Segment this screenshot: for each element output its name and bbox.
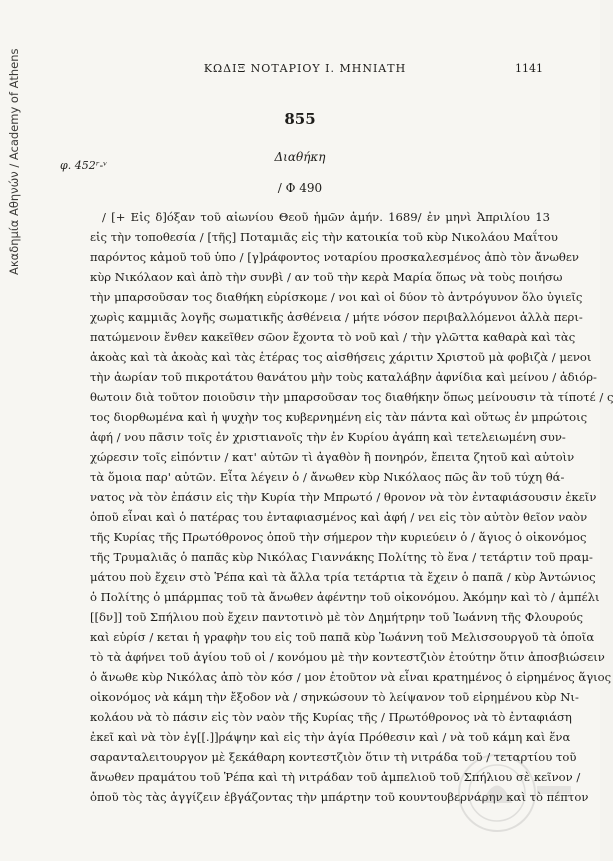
text-line: ἀκοὰς καὶ τὰ ἀκοὰς καὶ τὰς ἑτέρας τος αἰσθήσεις χάριτιν Χριστοῦ μὰ φοβιζὰ / μενοι xyxy=(90,350,592,364)
text-line: τὸ τὰ ἀφήνει τοῦ ἁγίου τοῦ οἰ / κονόμου μὲ τὴν κοντεστζιὸν ἐτούτην ὅτιν ἀποσβιώσειν xyxy=(90,650,605,664)
document-type: Διαθήκη xyxy=(274,150,326,164)
text-line: τὴν ἀωρίαν τοῦ πικροτάτου θανάτου μὴν τοὺς καταλάβην ἀφνίδια καὶ μείνου / ἀδιόρ- xyxy=(90,370,597,384)
folio-reference: φ. 452ʳ-ᵛ xyxy=(60,159,108,172)
text-line: ὁποῦ τὸς τὰς ἀγγίζειν ἐβγάζοντας τὴν μπάρτην τοῦ κουντουβερνάρην καὶ τὸ πέπτον xyxy=(90,790,589,804)
text-line: τὰ ὅμοια παρ' αὐτῶν. Εἶτα λέγειν ὁ / ἄνωθεν κὺρ Νικόλαος πῶς ἂν τοῦ τύχη θά- xyxy=(90,470,565,484)
text-line: μάτου ποὺ ἔχειν στὸ Ῥέπα καὶ τὰ ἄλλα τρία τετάρτια τὰ ἔχειν ὁ παπᾶ / κὺρ Ἀντώνιος xyxy=(90,570,596,584)
text-line: χώρεσιν τοῖς εἰπόντιν / κατ' αὐτῶν τὶ ἀγαθὸν ἢ πονηρόν, ἔπειτα ζητοῦ καὶ αὐτοὶν xyxy=(90,450,575,464)
text-line: χωρὶς καμμιᾶς λογῆς σωματικῆς ἀσθένεια / μήτε νόσον περιβαλλόμενοι ἀλλὰ περι- xyxy=(90,310,583,324)
text-line: [[δν]] τοῦ Σπήλιου ποὺ ἔχειν παντοτινὸ μὲ τὸν Δημήτρην τοῦ Ἰωάννη τῆς Φλουρούς xyxy=(90,610,583,624)
academy-seal-icon xyxy=(452,748,572,838)
text-line: τος διορθωμένα καὶ ἡ ψυχὴν τος κυβερνημένη εἰς τὰν πάντα καὶ οὕτως ἐν μπρώτοις xyxy=(90,410,588,424)
text-line: κολάου νὰ τὸ πάσιν εἰς τὸν ναὸν τῆς Κυρίας τῆς / Πρωτόθρονος νὰ τὸ ἐνταφιάση xyxy=(90,710,572,724)
text-line: οἰκονόμος νὰ κάμη τὴν ἔξοδον νὰ / σηνκώσουν τὸ λείψανον τοῦ εἰρημένου κὺρ Νι- xyxy=(90,690,579,704)
text-line: παρόντος κἀμοῦ τοῦ ὑπο / [γ]ράφοντος νοταρίου προσκαλεσμένος ἀπὸ τὸν ἄνωθεν xyxy=(90,250,579,264)
text-line: ἐκεῖ καὶ νὰ τὸν ἐγ[[.]]ράψην καὶ εἰς τὴν ἁγία Πρόθεσιν καὶ / νὰ τοῦ κάμη καὶ ἕνα xyxy=(90,730,571,744)
document-number: 855 xyxy=(284,110,316,128)
text-line: ὁ ἄνωθε κὺρ Νικόλας ἀπὸ τὸν κόσ / μον ἐτοῦτον νὰ εἶναι κρατημένος ὁ εἰρημένος ἅγιος xyxy=(90,670,612,684)
page-number: 1141 xyxy=(515,62,543,75)
text-line: εἰς τὴν τοποθεσία / [τῆς] Ποταμιᾶς εἰς τὴν κατοικία τοῦ κὺρ Νικολάου Μαΐτου xyxy=(90,230,558,244)
text-line: ὁ Πολίτης ὁ μπάρμπας τοῦ τὰ ἄνωθεν ἀφέντην τοῦ οἰκονόμου. Ἀκόμην καὶ τὸ / ἀμπέλι xyxy=(90,590,600,604)
side-watermark-text: Ακαδημία Αθηνών / Academy of Athens xyxy=(7,48,21,275)
text-line: τὴν μπαρσοῦσαν τος διαθήκη εὑρίσκομε / νοι καὶ οἱ δύον τὸ ἀντρόγυνον ὅλο ὑγιεῖς xyxy=(90,290,583,304)
text-line: σαρανταλειτουργον μὲ ξεκάθαρη κοντεστζιὸν ὅτιν τὴ νιτράδα τοῦ / τεταρτίου τοῦ xyxy=(90,750,577,764)
text-line: πατώμενοιν ἔνθεν κακεῖθεν σῶον ἔχοντα τὸ νοῦ καὶ / τὴν γλῶττα καθαρὰ καὶ τὰς xyxy=(90,330,576,344)
text-line: ἄνωθεν πραμάτου τοῦ Ῥέπα καὶ τὴ νιτράδαν τοῦ ἀμπελιοῦ τοῦ Σπήλιου σὲ κεῖνον / xyxy=(90,770,581,784)
text-line: τῆς Τρυμαλιᾶς ὁ παπᾶς κὺρ Νικόλας Γιαννάκης Πολίτης τὸ ἕνα / τετάρτιν τοῦ πραμ- xyxy=(90,550,593,564)
text-line: τῆς Κυρίας τῆς Πρωτόθρονος ὁποῦ τὴν σήμερον τὴν κυριεύειν ὁ / ἅγιος ὁ οἰκονόμος xyxy=(90,530,587,544)
text-line: ὁποῦ εἶναι καὶ ὁ πατέρας του ἐνταφιασμένος καὶ ἀφή / νει εἰς τὸν αὐτὸν θεῖον ναὸν xyxy=(90,510,588,524)
running-header-title: ΚΩΔΙΞ ΝΟΤΑΡΙΟΥ Ι. ΜΗΝΙΑΤΗ xyxy=(203,62,407,75)
text-line: / [+ Εἰς δ]όξαν τοῦ αἰωνίου Θεοῦ ἡμῶν ἀμήν. 1689/ ἐν μηνὶ Ἀπριλίου 13 xyxy=(102,210,550,224)
text-line: ἀφή / νου πᾶσιν τοῖς ἐν χριστιανοῖς τὴν ἐν Κυρίου ἀγάπη καὶ τετελειωμένη συν- xyxy=(90,430,566,444)
text-line: νατος νὰ τὸν ἐπάσιν εἰς τὴν Κυρία τὴν Μπρωτό / θρονον νὰ τὸν ἐνταφιάσουσιν ἐκεῖν xyxy=(90,490,597,504)
document-body xyxy=(90,207,613,807)
shelfmark: / Φ 490 xyxy=(277,181,323,195)
side-watermark xyxy=(2,40,24,280)
text-line: θωτοιν διὰ τοῦτον ποιοῦσιν τὴν μπαρσοῦσαν τος διαθήκην ὅπως μείνουσιν τὰ τίποτέ / ς xyxy=(90,390,613,404)
text-line: κὺρ Νικόλαον καὶ ἀπὸ τὴν συνβὶ / αν τοῦ τὴν κερὰ Μαρία ὅπως νὰ τοὺς ποιήσω xyxy=(90,270,563,284)
text-line: καὶ εὐρίσ / κεται ἡ γραφὴν του εἰς τοῦ παπᾶ κὺρ Ἰωάννη τοῦ Μελισσουργοῦ τὰ ὁποῖα xyxy=(90,630,595,644)
